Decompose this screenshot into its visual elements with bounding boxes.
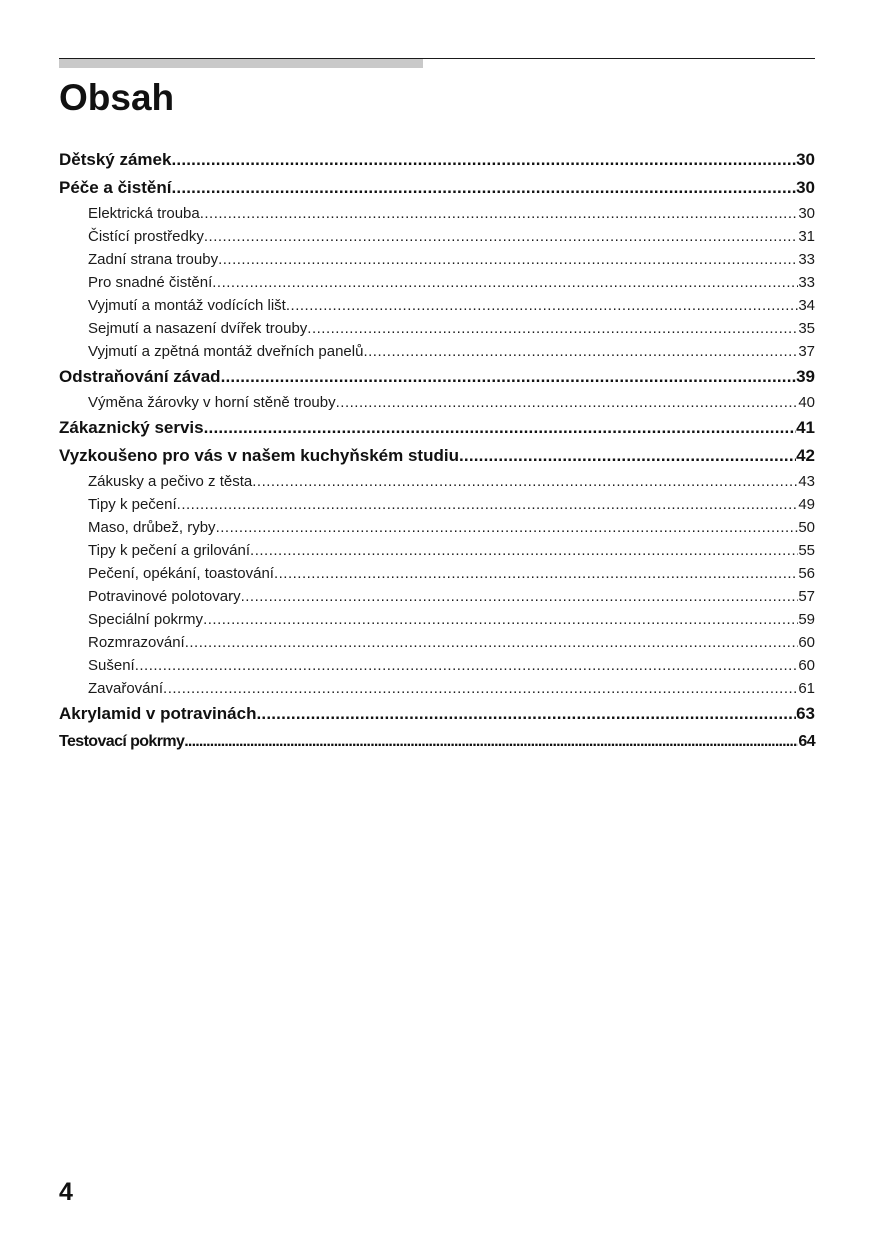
toc-entry-label: Sušení: [88, 657, 135, 674]
toc-entry-main[interactable]: [59, 174, 815, 202]
toc-entry-page: 60: [798, 657, 815, 674]
toc-entry-main[interactable]: [59, 728, 815, 756]
toc-entry-sub[interactable]: [59, 317, 815, 340]
toc-entry-page: 41: [796, 418, 815, 437]
toc-entry-label: Elektrická trouba: [88, 205, 200, 222]
toc-entry-page: 57: [798, 588, 815, 605]
toc-entry-sub[interactable]: [59, 654, 815, 677]
toc-entry-page: 61: [798, 680, 815, 697]
toc-entry-label: Pečení, opékání, toastování: [88, 565, 274, 582]
toc-entry-label: Maso, drůbež, ryby: [88, 519, 216, 536]
toc-entry-label: Sejmutí a nasazení dvířek trouby: [88, 320, 308, 337]
toc-entry-page: 30: [796, 178, 815, 197]
toc-dot-leader: [336, 391, 799, 414]
toc-dot-leader: [274, 562, 798, 585]
toc-entry-sub[interactable]: [59, 608, 815, 631]
toc-entry-label: Akrylamid v potravinách: [59, 704, 257, 723]
toc-entry-label: Tipy k pečení a grilování: [88, 542, 251, 559]
toc-entry-sub[interactable]: [59, 225, 815, 248]
toc-entry-main[interactable]: [59, 146, 815, 174]
header-accent-bar: [59, 59, 423, 68]
toc-entry-page: 60: [798, 634, 815, 651]
toc-entry-sub[interactable]: [59, 677, 815, 700]
toc-entry-label: Péče a čistění: [59, 178, 172, 197]
toc-dot-leader: [204, 414, 796, 442]
toc-entry-page: 40: [798, 394, 815, 411]
toc-dot-leader: [459, 442, 796, 470]
toc-dot-leader: [241, 585, 799, 608]
toc-entry-page: 33: [798, 251, 815, 268]
toc-entry-sub[interactable]: [59, 271, 815, 294]
toc-entry-main[interactable]: [59, 414, 815, 442]
toc-entry-label: Zadní strana trouby: [88, 251, 219, 268]
toc-entry-sub[interactable]: [59, 493, 815, 516]
toc-entry-label: Čistící prostředky: [88, 228, 204, 245]
page-number: 4: [59, 1178, 73, 1206]
toc-dot-leader: [218, 248, 798, 271]
table-of-contents: [59, 146, 815, 756]
toc-entry-label: Testovací pokrmy: [59, 733, 185, 750]
toc-entry-page: 63: [796, 704, 815, 723]
toc-entry-sub[interactable]: [59, 631, 815, 654]
toc-entry-page: 34: [798, 297, 815, 314]
toc-entry-label: Rozmrazování: [88, 634, 185, 651]
toc-dot-leader: [250, 539, 798, 562]
toc-dot-leader: [184, 728, 798, 756]
toc-entry-label: Zavařování: [88, 680, 164, 697]
toc-entry-label: Vyjmutí a montáž vodících lišt: [88, 297, 286, 314]
toc-entry-page: 56: [798, 565, 815, 582]
toc-entry-label: Zákaznický servis: [59, 418, 204, 437]
toc-entry-sub[interactable]: [59, 470, 815, 493]
toc-entry-page: 39: [796, 367, 815, 386]
toc-entry-sub[interactable]: [59, 248, 815, 271]
toc-dot-leader: [171, 174, 796, 202]
toc-dot-leader: [203, 608, 798, 631]
toc-dot-leader: [177, 493, 799, 516]
toc-entry-label: Tipy k pečení: [88, 496, 177, 513]
toc-entry-sub[interactable]: [59, 585, 815, 608]
toc-entry-main[interactable]: [59, 442, 815, 470]
toc-dot-leader: [212, 271, 798, 294]
toc-entry-sub[interactable]: [59, 294, 815, 317]
toc-entry-sub[interactable]: [59, 202, 815, 225]
toc-entry-page: 55: [798, 542, 815, 559]
toc-entry-sub[interactable]: [59, 391, 815, 414]
toc-entry-label: Zákusky a pečivo z těsta: [88, 473, 253, 490]
toc-entry-sub[interactable]: [59, 562, 815, 585]
toc-entry-page: 30: [798, 205, 815, 222]
toc-entry-page: 49: [798, 496, 815, 513]
toc-entry-page: 64: [798, 733, 815, 750]
toc-dot-leader: [363, 340, 798, 363]
toc-dot-leader: [286, 294, 798, 317]
toc-dot-leader: [204, 225, 798, 248]
toc-entry-sub[interactable]: [59, 539, 815, 562]
toc-entry-sub[interactable]: [59, 340, 815, 363]
toc-entry-page: 37: [798, 343, 815, 360]
toc-entry-main[interactable]: [59, 363, 815, 391]
toc-dot-leader: [252, 470, 798, 493]
toc-entry-page: 59: [798, 611, 815, 628]
page-title: Obsah: [59, 77, 175, 118]
toc-entry-page: 35: [798, 320, 815, 337]
toc-entry-label: Odstraňování závad: [59, 367, 221, 386]
toc-entry-page: 43: [798, 473, 815, 490]
toc-entry-label: Speciální pokrmy: [88, 611, 204, 628]
toc-entry-page: 31: [798, 228, 815, 245]
toc-dot-leader: [200, 202, 799, 225]
toc-entry-label: Dětský zámek: [59, 150, 172, 169]
toc-entry-label: Vyzkoušeno pro vás v našem kuchyňském studiu: [59, 446, 459, 465]
toc-entry-label: Výměna žárovky v horní stěně trouby: [88, 394, 336, 411]
toc-entry-page: 42: [796, 446, 815, 465]
toc-entry-label: Pro snadné čistění: [88, 274, 213, 291]
toc-entry-main[interactable]: [59, 700, 815, 728]
toc-dot-leader: [185, 631, 799, 654]
toc-dot-leader: [216, 516, 799, 539]
toc-dot-leader: [171, 146, 796, 174]
toc-entry-label: Vyjmutí a zpětná montáž dveřních panelů: [88, 343, 364, 360]
toc-dot-leader: [135, 654, 799, 677]
toc-entry-sub[interactable]: [59, 516, 815, 539]
toc-dot-leader: [256, 700, 796, 728]
toc-dot-leader: [307, 317, 798, 340]
toc-entry-page: 50: [798, 519, 815, 536]
toc-entry-label: Potravinové polotovary: [88, 588, 241, 605]
toc-dot-leader: [221, 363, 797, 391]
toc-entry-page: 33: [798, 274, 815, 291]
toc-dot-leader: [163, 677, 798, 700]
toc-entry-page: 30: [796, 150, 815, 169]
